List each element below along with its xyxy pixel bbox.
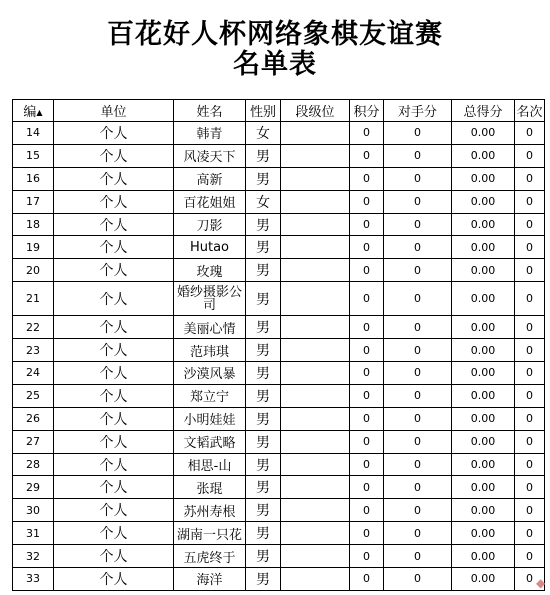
cell-place[interactable]: 0 xyxy=(515,522,545,545)
cell-gender[interactable]: 男 xyxy=(246,545,281,568)
column-header-total[interactable]: 总得分 xyxy=(452,100,515,122)
cell-score[interactable]: 0 xyxy=(350,122,384,145)
cell-total[interactable]: 0.00 xyxy=(452,453,515,476)
cell-gender[interactable]: 男 xyxy=(246,568,281,591)
cell-place[interactable]: 0 xyxy=(515,259,545,282)
cell-rank[interactable] xyxy=(281,144,350,167)
cell-score[interactable]: 0 xyxy=(350,430,384,453)
table-row[interactable] xyxy=(13,144,545,167)
page-subtitle: 名单表 xyxy=(233,49,317,80)
cell-place[interactable]: 0 xyxy=(515,144,545,167)
cell-rank[interactable] xyxy=(281,362,350,385)
cell-opponent-score[interactable]: 0 xyxy=(384,190,452,213)
table-row[interactable] xyxy=(13,236,545,259)
cell-score[interactable]: 0 xyxy=(350,522,384,545)
cell-place[interactable]: 0 xyxy=(515,476,545,499)
cell-name[interactable]: 张琨 xyxy=(174,476,246,499)
cell-total[interactable]: 0.00 xyxy=(452,167,515,190)
cell-name[interactable]: 湖南一只花 xyxy=(174,522,246,545)
table-row[interactable] xyxy=(13,339,545,362)
table-row[interactable] xyxy=(13,213,545,236)
cell-place[interactable]: 0 xyxy=(515,545,545,568)
cell-unit[interactable]: 个人 xyxy=(54,453,174,476)
roster-table xyxy=(12,99,545,591)
column-header-unit[interactable]: 单位 xyxy=(54,100,174,122)
cell-no[interactable]: 30 xyxy=(13,499,54,522)
cell-no[interactable]: 15 xyxy=(13,144,54,167)
cell-total[interactable]: 0.00 xyxy=(452,259,515,282)
cell-opponent-score[interactable]: 0 xyxy=(384,568,452,591)
cell-name[interactable]: 相思-山 xyxy=(174,453,246,476)
cell-unit[interactable]: 个人 xyxy=(54,339,174,362)
table-row[interactable] xyxy=(13,282,545,316)
cell-place[interactable]: 0 xyxy=(515,430,545,453)
cell-unit[interactable]: 个人 xyxy=(54,122,174,145)
cell-unit[interactable]: 个人 xyxy=(54,236,174,259)
cell-total[interactable]: 0.00 xyxy=(452,213,515,236)
cell-gender[interactable]: 男 xyxy=(246,407,281,430)
cell-name[interactable]: 玫瑰 xyxy=(174,259,246,282)
cell-opponent-score[interactable]: 0 xyxy=(384,476,452,499)
cell-score[interactable]: 0 xyxy=(350,259,384,282)
cell-rank[interactable] xyxy=(281,453,350,476)
cell-rank[interactable] xyxy=(281,259,350,282)
column-header-score[interactable]: 积分 xyxy=(350,100,384,122)
cell-opponent-score[interactable]: 0 xyxy=(384,430,452,453)
cell-name[interactable]: 美丽心情 xyxy=(174,316,246,339)
cell-name[interactable]: 刀影 xyxy=(174,213,246,236)
cell-name[interactable]: Hutao xyxy=(174,236,246,259)
cell-gender[interactable]: 男 xyxy=(246,144,281,167)
cell-place[interactable]: 0 xyxy=(515,213,545,236)
cell-no[interactable]: 19 xyxy=(13,236,54,259)
corner-stamp-mark: ◆ xyxy=(536,576,546,590)
column-header-name[interactable]: 姓名 xyxy=(174,100,246,122)
cell-score[interactable]: 0 xyxy=(350,213,384,236)
cell-no[interactable]: 18 xyxy=(13,213,54,236)
cell-name[interactable]: 百花姐姐 xyxy=(174,190,246,213)
cell-no[interactable]: 27 xyxy=(13,430,54,453)
cell-gender[interactable]: 男 xyxy=(246,453,281,476)
table-row[interactable] xyxy=(13,167,545,190)
cell-total[interactable]: 0.00 xyxy=(452,236,515,259)
header-row xyxy=(13,100,545,122)
cell-total[interactable]: 0.00 xyxy=(452,316,515,339)
cell-score[interactable]: 0 xyxy=(350,190,384,213)
cell-name[interactable]: 婚纱摄影公司 xyxy=(174,282,246,316)
table-row[interactable] xyxy=(13,190,545,213)
cell-name[interactable]: 韩青 xyxy=(174,122,246,145)
cell-opponent-score[interactable]: 0 xyxy=(384,384,452,407)
cell-unit[interactable]: 个人 xyxy=(54,407,174,430)
cell-opponent-score[interactable]: 0 xyxy=(384,144,452,167)
cell-total[interactable]: 0.00 xyxy=(452,476,515,499)
cell-no[interactable]: 22 xyxy=(13,316,54,339)
cell-name[interactable]: 苏州寿根 xyxy=(174,499,246,522)
cell-name[interactable]: 五虎终于 xyxy=(174,545,246,568)
cell-total[interactable]: 0.00 xyxy=(452,339,515,362)
cell-opponent-score[interactable]: 0 xyxy=(384,407,452,430)
cell-opponent-score[interactable]: 0 xyxy=(384,316,452,339)
cell-total[interactable]: 0.00 xyxy=(452,407,515,430)
cell-gender[interactable]: 男 xyxy=(246,282,281,316)
cell-gender[interactable]: 男 xyxy=(246,362,281,385)
cell-place[interactable]: 0 xyxy=(515,316,545,339)
cell-unit[interactable]: 个人 xyxy=(54,362,174,385)
table-row[interactable] xyxy=(13,407,545,430)
cell-no[interactable]: 28 xyxy=(13,453,54,476)
cell-unit[interactable]: 个人 xyxy=(54,545,174,568)
cell-total[interactable]: 0.00 xyxy=(452,190,515,213)
cell-name[interactable]: 郑立宁 xyxy=(174,384,246,407)
cell-gender[interactable]: 男 xyxy=(246,499,281,522)
cell-rank[interactable] xyxy=(281,282,350,316)
cell-name[interactable]: 文韬武略 xyxy=(174,430,246,453)
column-header-gender[interactable]: 性别 xyxy=(246,100,281,122)
cell-total[interactable]: 0.00 xyxy=(452,122,515,145)
cell-opponent-score[interactable]: 0 xyxy=(384,282,452,316)
cell-unit[interactable]: 个人 xyxy=(54,190,174,213)
table-row[interactable] xyxy=(13,122,545,145)
cell-gender[interactable]: 男 xyxy=(246,236,281,259)
cell-name[interactable]: 高新 xyxy=(174,167,246,190)
cell-score[interactable]: 0 xyxy=(350,362,384,385)
cell-unit[interactable]: 个人 xyxy=(54,316,174,339)
cell-rank[interactable] xyxy=(281,190,350,213)
table-row[interactable] xyxy=(13,522,545,545)
cell-unit[interactable]: 个人 xyxy=(54,282,174,316)
cell-gender[interactable]: 男 xyxy=(246,167,281,190)
table-row[interactable] xyxy=(13,384,545,407)
cell-score[interactable]: 0 xyxy=(350,476,384,499)
cell-score[interactable]: 0 xyxy=(350,339,384,362)
cell-gender[interactable]: 女 xyxy=(246,122,281,145)
cell-gender[interactable]: 男 xyxy=(246,316,281,339)
cell-score[interactable]: 0 xyxy=(350,316,384,339)
table-row[interactable] xyxy=(13,316,545,339)
cell-gender[interactable]: 男 xyxy=(246,522,281,545)
cell-no[interactable]: 25 xyxy=(13,384,54,407)
cell-unit[interactable]: 个人 xyxy=(54,167,174,190)
cell-name[interactable]: 小明娃娃 xyxy=(174,407,246,430)
cell-total[interactable]: 0.00 xyxy=(452,384,515,407)
cell-score[interactable]: 0 xyxy=(350,499,384,522)
cell-opponent-score[interactable]: 0 xyxy=(384,122,452,145)
cell-opponent-score[interactable]: 0 xyxy=(384,545,452,568)
cell-unit[interactable]: 个人 xyxy=(54,522,174,545)
cell-rank[interactable] xyxy=(281,568,350,591)
cell-rank[interactable] xyxy=(281,407,350,430)
cell-place[interactable]: 0 xyxy=(515,236,545,259)
cell-opponent-score[interactable]: 0 xyxy=(384,453,452,476)
cell-rank[interactable] xyxy=(281,122,350,145)
cell-rank[interactable] xyxy=(281,545,350,568)
cell-no[interactable]: 29 xyxy=(13,476,54,499)
cell-place[interactable]: 0 xyxy=(515,499,545,522)
cell-score[interactable]: 0 xyxy=(350,167,384,190)
cell-no[interactable]: 14 xyxy=(13,122,54,145)
cell-unit[interactable]: 个人 xyxy=(54,476,174,499)
cell-opponent-score[interactable]: 0 xyxy=(384,213,452,236)
column-header-rank[interactable]: 段级位 xyxy=(281,100,350,122)
sort-ascending-icon: ▲ xyxy=(36,108,43,117)
cell-place[interactable]: 0 xyxy=(515,339,545,362)
cell-unit[interactable]: 个人 xyxy=(54,499,174,522)
table-row[interactable] xyxy=(13,362,545,385)
cell-gender[interactable]: 男 xyxy=(246,213,281,236)
cell-total[interactable]: 0.00 xyxy=(452,282,515,316)
cell-score[interactable]: 0 xyxy=(350,144,384,167)
cell-place[interactable]: 0 xyxy=(515,167,545,190)
cell-total[interactable]: 0.00 xyxy=(452,522,515,545)
cell-rank[interactable] xyxy=(281,499,350,522)
cell-opponent-score[interactable]: 0 xyxy=(384,499,452,522)
cell-no[interactable]: 20 xyxy=(13,259,54,282)
cell-total[interactable]: 0.00 xyxy=(452,144,515,167)
roster-body xyxy=(13,122,545,591)
cell-score[interactable]: 0 xyxy=(350,282,384,316)
table-row[interactable] xyxy=(13,568,545,591)
table-row[interactable] xyxy=(13,259,545,282)
cell-place[interactable]: 0 xyxy=(515,407,545,430)
cell-no[interactable]: 16 xyxy=(13,167,54,190)
cell-total[interactable]: 0.00 xyxy=(452,430,515,453)
cell-score[interactable]: 0 xyxy=(350,407,384,430)
cell-gender[interactable]: 男 xyxy=(246,384,281,407)
cell-score[interactable]: 0 xyxy=(350,384,384,407)
cell-gender[interactable]: 男 xyxy=(246,430,281,453)
cell-place[interactable]: 0 xyxy=(515,453,545,476)
cell-name[interactable]: 风凌天下 xyxy=(174,144,246,167)
cell-no[interactable]: 32 xyxy=(13,545,54,568)
cell-place[interactable]: 0 xyxy=(515,384,545,407)
cell-no[interactable]: 33 xyxy=(13,568,54,591)
cell-total[interactable]: 0.00 xyxy=(452,499,515,522)
cell-no[interactable]: 17 xyxy=(13,190,54,213)
cell-opponent-score[interactable]: 0 xyxy=(384,259,452,282)
cell-opponent-score[interactable]: 0 xyxy=(384,167,452,190)
cell-score[interactable]: 0 xyxy=(350,568,384,591)
page-title: 百花好人杯网络象棋友谊赛 xyxy=(107,19,443,50)
cell-total[interactable]: 0.00 xyxy=(452,362,515,385)
cell-score[interactable]: 0 xyxy=(350,545,384,568)
column-header-no[interactable]: 编▲ xyxy=(13,100,54,122)
table-row[interactable] xyxy=(13,453,545,476)
cell-opponent-score[interactable]: 0 xyxy=(384,236,452,259)
cell-place[interactable]: 0 xyxy=(515,362,545,385)
cell-unit[interactable]: 个人 xyxy=(54,384,174,407)
cell-gender[interactable]: 男 xyxy=(246,339,281,362)
cell-gender[interactable]: 女 xyxy=(246,190,281,213)
cell-place[interactable]: 0 xyxy=(515,190,545,213)
cell-score[interactable]: 0 xyxy=(350,236,384,259)
cell-rank[interactable] xyxy=(281,339,350,362)
cell-gender[interactable]: 男 xyxy=(246,259,281,282)
table-row[interactable] xyxy=(13,545,545,568)
cell-rank[interactable] xyxy=(281,522,350,545)
cell-rank[interactable] xyxy=(281,476,350,499)
cell-rank[interactable] xyxy=(281,167,350,190)
cell-total[interactable]: 0.00 xyxy=(452,545,515,568)
cell-no[interactable]: 21 xyxy=(13,282,54,316)
cell-total[interactable]: 0.00 xyxy=(452,568,515,591)
cell-unit[interactable]: 个人 xyxy=(54,568,174,591)
cell-name[interactable]: 范玮琪 xyxy=(174,339,246,362)
cell-place[interactable]: 0 xyxy=(515,568,545,591)
cell-rank[interactable] xyxy=(281,236,350,259)
cell-gender[interactable]: 男 xyxy=(246,476,281,499)
column-header-place[interactable]: 名次 xyxy=(515,100,545,122)
column-header-opponent-score[interactable]: 对手分 xyxy=(384,100,452,122)
cell-opponent-score[interactable]: 0 xyxy=(384,339,452,362)
cell-rank[interactable] xyxy=(281,384,350,407)
cell-place[interactable]: 0 xyxy=(515,282,545,316)
cell-name[interactable]: 沙漠风暴 xyxy=(174,362,246,385)
cell-no[interactable]: 23 xyxy=(13,339,54,362)
cell-unit[interactable]: 个人 xyxy=(54,213,174,236)
cell-opponent-score[interactable]: 0 xyxy=(384,522,452,545)
table-row[interactable] xyxy=(13,476,545,499)
table-row[interactable] xyxy=(13,499,545,522)
cell-unit[interactable]: 个人 xyxy=(54,259,174,282)
cell-score[interactable]: 0 xyxy=(350,453,384,476)
cell-no[interactable]: 31 xyxy=(13,522,54,545)
cell-place[interactable]: 0 xyxy=(515,122,545,145)
cell-no[interactable]: 26 xyxy=(13,407,54,430)
table-row[interactable] xyxy=(13,430,545,453)
cell-rank[interactable] xyxy=(281,430,350,453)
cell-rank[interactable] xyxy=(281,316,350,339)
cell-unit[interactable]: 个人 xyxy=(54,430,174,453)
cell-opponent-score[interactable]: 0 xyxy=(384,362,452,385)
cell-rank[interactable] xyxy=(281,213,350,236)
cell-name[interactable]: 海洋 xyxy=(174,568,246,591)
cell-unit[interactable]: 个人 xyxy=(54,144,174,167)
cell-no[interactable]: 24 xyxy=(13,362,54,385)
